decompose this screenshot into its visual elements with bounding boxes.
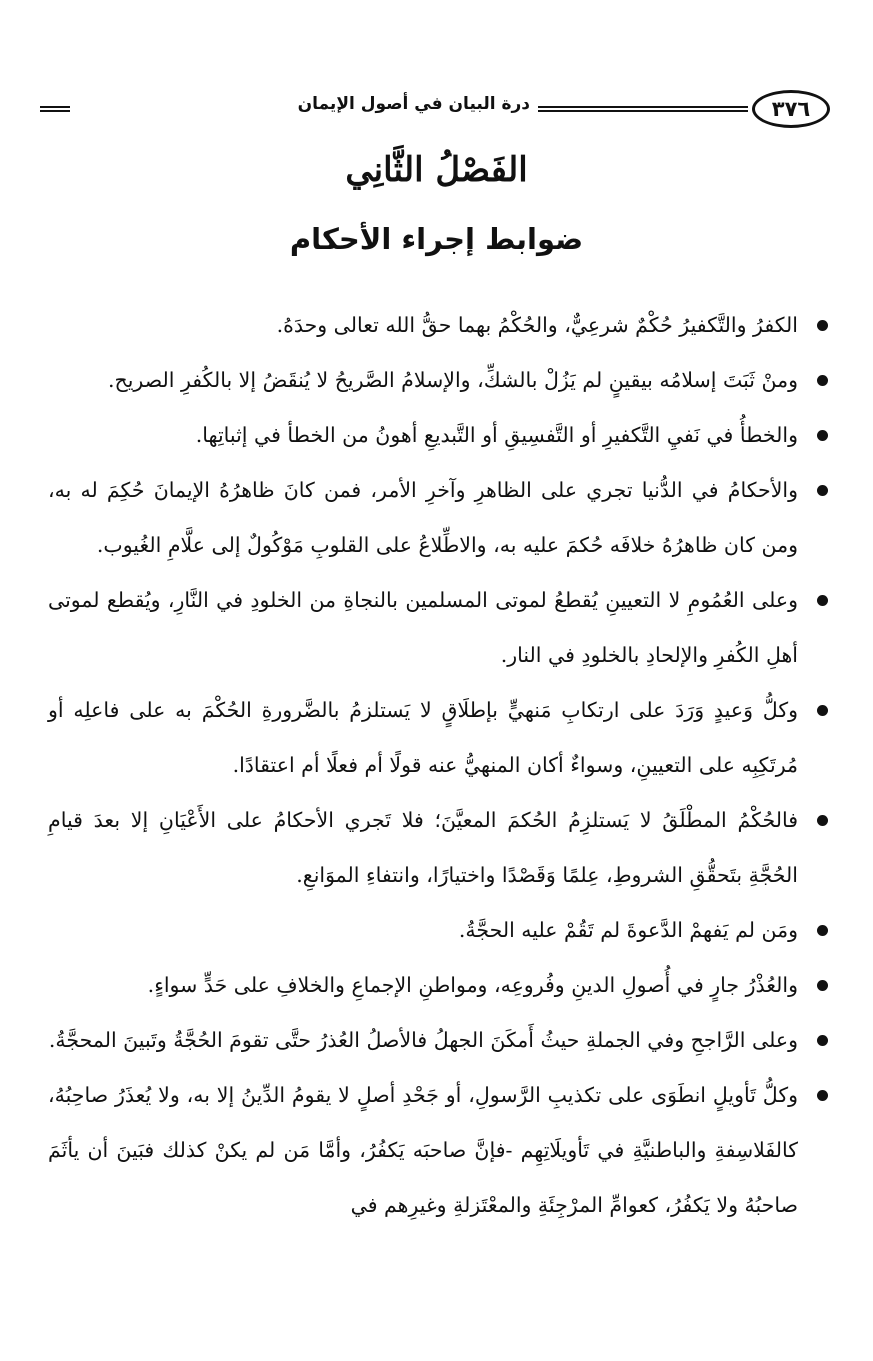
rule-text: وعلى الرَّاجحِ وفي الجملةِ حيثُ أَمكَنَ الجهلُ فالأصلُ العُذرُ حتَّى تقومَ الحُجَّةُ وتَبينَ المحجَّةُ. — [48, 1028, 798, 1052]
rule-text: والخطأُ في نَفيِ التَّكفيرِ أو التَّفسِيقِ أو التَّبديعِ أهونُ من الخطأ في إثباتِها. — [195, 423, 798, 447]
chapter-title — [0, 150, 873, 190]
bullet-icon — [817, 815, 828, 826]
rule-item — [48, 1068, 828, 1233]
rule-text: ومنْ ثَبَتَ إسلامُه بيقينٍ لم يَزُلْ بالشكِّ، والإسلامُ الصَّريحُ لا يُنقَضُ إلا بالكُفرِ الصريح. — [107, 368, 798, 392]
page-number: ٣٧٦ — [752, 90, 830, 128]
chapter-title-text: الفَصْلُ الثَّانِي — [345, 150, 528, 190]
book-title: درة البيان في أصول الإيمان — [297, 94, 530, 114]
rule-item — [48, 958, 828, 1013]
rule-text: الكفرُ والتَّكفيرُ حُكْمٌ شرعِيٌّ، والحُكْمُ بهما حقُّ الله تعالى وحدَهُ. — [276, 313, 798, 337]
running-header — [40, 88, 830, 132]
rule-text: فالحُكْمُ المطْلَقُ لا يَستلزِمُ الحُكمَ المعيَّنَ؛ فلا تَجري الأحكامُ على الأَعْيَانِ إلا بعدَ قيامِ الحُجَّةِ بتَحقُّقِ الشروطِ، عِلمًا وَقَصْدًا واختيارًا، وانتفاءِ الموَانعِ. — [48, 808, 798, 887]
rule-item — [48, 408, 828, 463]
bullet-icon — [817, 485, 828, 496]
rule-item — [48, 353, 828, 408]
section-title: ضوابط إجراء الأحكام — [289, 222, 584, 256]
bullet-icon — [817, 705, 828, 716]
bullet-icon — [817, 925, 828, 936]
rule-text: وعلى العُمُومِ لا التعيينِ يُقطعُ لموتى المسلمين بالنجاةِ من الخلودِ في النَّارِ، ويُقطع لموتى أهلِ الكُفرِ والإلحادِ بالخلودِ في النار. — [48, 588, 798, 667]
rule-item — [48, 1013, 828, 1068]
bullet-icon — [817, 430, 828, 441]
rule-item — [48, 463, 828, 573]
bullet-icon — [817, 1035, 828, 1046]
rule-item — [48, 903, 828, 958]
header-double-rule — [538, 106, 748, 112]
rule-item — [48, 683, 828, 793]
rule-item — [48, 573, 828, 683]
rule-text: والعُذْرُ جارٍ في أُصولِ الدينِ وفُروعِه، ومواطنِ الإجماعِ والخلافِ على حَدٍّ سواءٍ. — [147, 973, 798, 997]
bullet-icon — [817, 595, 828, 606]
rule-text: وكلُّ وَعيدٍ وَرَدَ على ارتكابِ مَنهيٍّ بإطلَاقٍ لا يَستلزمُ بالضَّرورةِ الحُكْمَ به على فاعلِه أو مُرتَكِبِه على التعيينِ، وسواءٌ أكان المنهيُّ عنه قولًا أم فعلًا أم اعتقادًا. — [48, 698, 798, 777]
bullet-icon — [817, 320, 828, 331]
rules-list — [48, 298, 828, 1233]
rule-text: والأحكامُ في الدُّنيا تجري على الظاهرِ وآخرِ الأمر، فمن كانَ ظاهرُهُ الإيمانَ حُكِمَ له به، ومن كان ظاهرُهُ خلافَه حُكمَ عليه به، والاطِّلاعُ على القلوبِ مَوْكُولٌ إلى علَّامِ الغُيوب. — [48, 478, 798, 557]
rule-text: ومَن لم يَفهمْ الدَّعوةَ لم تَقُمْ عليه الحجَّةُ. — [458, 918, 798, 942]
bullet-icon — [817, 1090, 828, 1101]
bullet-icon — [817, 375, 828, 386]
rule-item — [48, 298, 828, 353]
rule-text: وكلُّ تَأويلٍ انطَوَى على تكذيبِ الرَّسولِ، أو جَحْدِ أصلٍ لا يقومُ الدِّينُ إلا به، ولا يُعذَرُ صاحِبُهُ، كالفَلاسِفةِ والباطنيَّةِ في تَأويلَاتِهِم -فإنَّ صاحبَه يَكفُرُ، وأمَّا مَن لم يكنْ كذلك فبَينَ أن يأثَمَ صاحبُهُ ولا يَكفُرُ، كعوامِّ المرْجِئَةِ والمعْتَزلةِ وغيرِهم في — [48, 1083, 798, 1217]
rule-item — [48, 793, 828, 903]
bullet-icon — [817, 980, 828, 991]
header-double-rule-end — [40, 106, 70, 112]
